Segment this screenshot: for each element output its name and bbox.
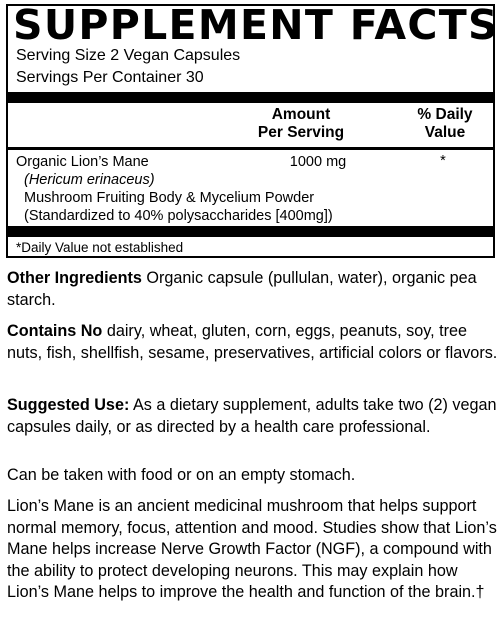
header-dv-line2: Value — [424, 124, 466, 141]
contains-no — [7, 321, 499, 364]
food-note: Can be taken with food or on an empty stomach. — [7, 466, 356, 484]
servings-per-container: Servings Per Container 30 — [16, 69, 204, 86]
supplement-facts-panel — [6, 1, 499, 258]
ingredient-daily-value: * — [440, 153, 446, 169]
ingredient-description: Mushroom Fruiting Body & Mycelium Powder — [24, 190, 315, 206]
header-dv-line1: % Daily — [417, 106, 473, 123]
suggested-use-text: As a dietary supplement, adults take two (2) vegan capsules daily, or as directed by a health care professional. — [7, 396, 497, 436]
thin-divider — [8, 147, 493, 150]
header-amount-line2: Per Serving — [257, 124, 345, 141]
serving-size: Serving Size 2 Vegan Capsules — [16, 47, 241, 64]
other-ingredients-text: Organic capsule (pullulan, water), organic pea starch. — [7, 269, 477, 309]
ingredient-name: Organic Lion’s Mane — [16, 154, 149, 170]
suggested-use-label: Suggested Use: — [7, 396, 130, 414]
thick-divider-bottom — [8, 226, 493, 237]
thick-divider — [8, 92, 493, 103]
ingredient-standardization: (Standardized to 40% polysaccharides [400mg]) — [24, 208, 333, 224]
header-amount-line1: Amount — [271, 106, 331, 123]
contains-no-label: Contains No — [7, 322, 103, 340]
header-daily-value — [400, 106, 490, 142]
other-ingredients — [7, 268, 499, 311]
header-amount — [246, 106, 356, 142]
suggested-use — [7, 395, 499, 438]
ingredient-amount: 1000 mg — [289, 154, 347, 170]
product-description: Lion’s Mane is an ancient medicinal mushroom that helps support normal memory, focus, attention and mood. Studies show that Lion’s Mane helps increase Nerve Growth Factor (NGF), a compound with the ability to protect developing neurons. This may explain how Lion’s Mane helps to improve the health and function of the brain.† — [7, 497, 497, 601]
ingredient-latin-name: (Hericum erinaceus) — [24, 172, 155, 188]
panel-title: SUPPLEMENT FACTS — [13, 1, 499, 49]
other-ingredients-label: Other Ingredients — [7, 269, 142, 287]
daily-value-footnote: *Daily Value not established — [16, 240, 184, 255]
contains-no-text: dairy, wheat, gluten, corn, eggs, peanuts, soy, tree nuts, fish, shellfish, sesame, preservatives, artificial colors or flavors. — [7, 322, 498, 362]
